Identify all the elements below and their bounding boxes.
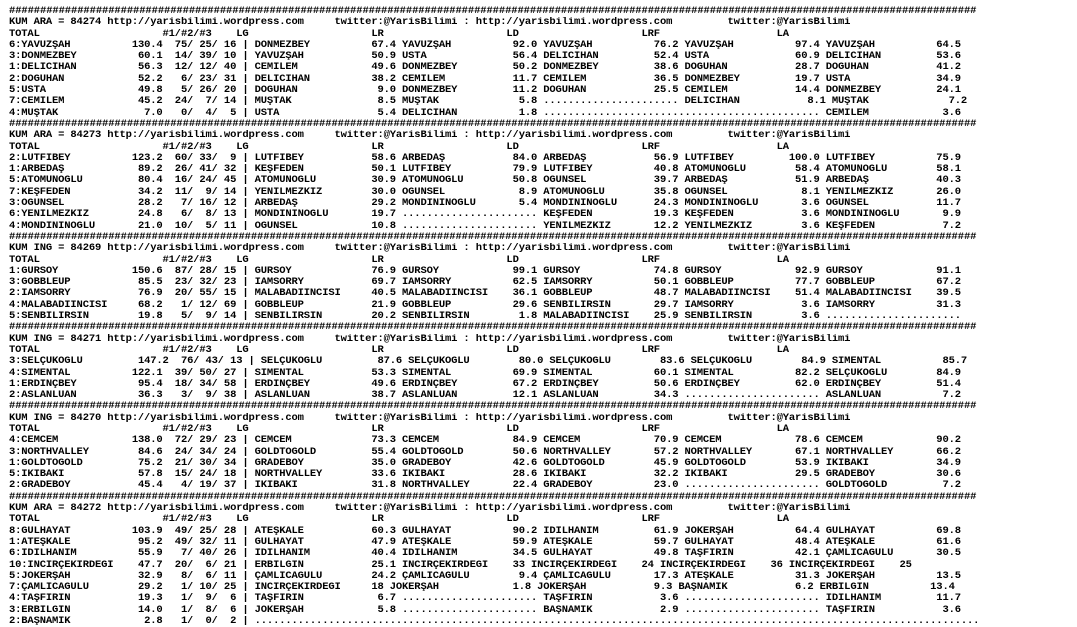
result-row: 3:SELÇUKOĞLU 147.2 76/ 43/ 13 | SELÇUKOĞLU 87.6 SELÇUKOĞLU 80.0 SELÇUKOĞLU 83.6 SELÇUKOĞLU 84.9 SİMENTAL 85.7 [9, 356, 968, 368]
column-header: TOTAL #1/#2/#3 LG LR LD LRF LA [9, 141, 789, 153]
result-row: 4:MUŞTAK 7.0 0/ 4/ 5 | USTA 5.4 DELİCİHAN 1.8 ............................................. CEMİLEM 3.6 [9, 107, 961, 119]
result-row: 5:USTA 49.8 5/ 26/ 20 | DOĞUHAN 9.0 DÖNMEZBEY 11.2 DOĞUHAN 25.5 CEMİLEM 14.4 DÖNMEZBEY 24.1 [9, 85, 961, 97]
result-row: 1:ATEŞKALE 95.2 49/ 32/ 11 | GÜLHAYAT 47.9 ATEŞKALE 59.9 ATEŞKALE 59.7 GÜLHAYAT 48.4 ATEŞKALE 61.6 [9, 536, 961, 548]
race-block-84269 [9, 232, 1071, 322]
race-block-84273 [9, 119, 1071, 232]
result-row: 4:MALABADİİNCİSİ 68.2 1/ 12/ 69 | GOBBLEUP 21.9 GOBBLEUP 29.6 SENBİLİRSİN 29.7 IAMSORRY 3.6 IAMSORRY 31.3 [9, 299, 961, 311]
separator-line: ############################################################################################################################################################ [9, 6, 977, 17]
result-row: 4:MONDİNİNOĞLU 21.0 10/ 5/ 11 | ÖĞÜNSEL 10.8 ...................... YENİLMEZKIZ 12.2 YENİLMEZKIZ 3.6 KEŞFEDEN 7.2 [9, 220, 961, 232]
separator-line: ############################################################################################################################################################ [9, 118, 977, 130]
result-row: 2:LÜTFİBEY 123.2 60/ 33/ 9 | LÜTFİBEY 58.6 ARBEDAŞ 84.0 ARBEDAŞ 56.9 LÜTFİBEY 100.0 LÜTFİBEY 75.9 [9, 152, 961, 164]
result-row: 2:ASLANLUAN 36.3 3/ 9/ 38 | ASLANLUAN 38.7 ASLANLUAN 12.1 ASLANLUAN 34.3 ...................... ASLANLUAN 7.2 [9, 390, 961, 402]
result-row: 5:ATOMUNOĞLU 80.4 16/ 24/ 45 | ATOMUNOĞLU 30.9 ATOMUNOĞLU 50.8 ÖĞÜNSEL 39.7 ARBEDAŞ 51.9 ARBEDAŞ 40.3 [9, 175, 961, 187]
result-row: 1:ARBEDAŞ 89.2 26/ 41/ 32 | KEŞFEDEN 50.1 LÜTFİBEY 79.9 LÜTFİBEY 40.8 ATOMUNOĞLU 58.4 ATOMUNOĞLU 58.1 [9, 164, 961, 176]
result-row: 7:CEMİLEM 45.2 24/ 7/ 14 | MUŞTAK 8.5 MUŞTAK 5.8 ...................... DELİCİHAN 8.1 MUŞTAK 7.2 [9, 96, 968, 108]
race-block-84272 [9, 492, 1071, 627]
separator-line: ############################################################################################################################################################ [9, 322, 977, 334]
race-block-84270 [9, 401, 1071, 491]
result-row: 5:SENBİLİRSİN 19.8 5/ 9/ 14 | SENBİLİRSİN 20.2 SENBİLİRSİN 1.8 MALABADİİNCİSİ 25.9 SENBİLİRSİN 3.6 ...................... [9, 311, 961, 323]
column-header: TOTAL #1/#2/#3 LG LR LD LRF LA [9, 254, 789, 266]
result-row: 3:DÖNMEZBEY 60.1 14/ 39/ 10 | YAVUZŞAH 50.9 USTA 56.4 DELİCİHAN 52.4 USTA 60.9 DELİCİHAN 53.6 [9, 51, 961, 63]
report-document [9, 6, 1071, 627]
result-row: 6:YENİLMEZKIZ 24.8 6/ 8/ 13 | MONDİNİNOĞLU 19.7 ...................... KEŞFEDEN 19.3 KEŞFEDEN 3.6 MONDİNİNOĞLU 9.9 [9, 209, 961, 221]
race-header: KUM ARA = 84272 http://yarisbilimi.wordpress.com twitter:@YarisBilimi : http://yarisbilimi.wordpress.com twitter:@YarisBilimi [9, 503, 851, 515]
race-header: KUM ING = 84271 http://yarisbilimi.wordpress.com twitter:@YarisBilimi : http://yarisbilimi.wordpress.com twitter:@YarisBilimi [9, 333, 851, 345]
result-row: 1:GÜRSOY 150.6 87/ 28/ 15 | GÜRSOY 76.9 GÜRSOY 99.1 GÜRSOY 74.8 GÜRSOY 92.9 GÜRSOY 91.1 [9, 265, 961, 277]
race-header: KUM ARA = 84273 http://yarisbilimi.wordpress.com twitter:@YarisBilimi : http://yarisbilimi.wordpress.com twitter:@YarisBilimi [9, 130, 851, 142]
result-row: 6:YAVUZŞAH 130.4 75/ 25/ 16 | DÖNMEZBEY 67.4 YAVUZŞAH 92.0 YAVUZŞAH 76.2 YAVUZŞAH 97.4 YAVUZŞAH 64.5 [9, 39, 961, 51]
column-header: TOTAL #1/#2/#3 LG LR LD LRF LA [9, 344, 789, 356]
result-row: 6:İDİLHANIM 55.9 7/ 40/ 26 | İDİLHANIM 40.4 İDİLHANIM 34.5 GÜLHAYAT 49.8 TAŞFIRIN 42.1 ÇAMLICAGÜLÜ 30.5 [9, 548, 961, 560]
result-row: 3:ÖĞÜNSEL 28.2 7/ 16/ 12 | ARBEDAŞ 29.2 MONDİNİNOĞLU 5.4 MONDİNİNOĞLU 24.3 MONDİNİNOĞLU 3.6 ÖĞÜNSEL 11.7 [9, 198, 961, 210]
result-row: 2:DOĞUHAN 52.2 6/ 23/ 31 | DELİCİHAN 38.2 CEMİLEM 11.7 CEMİLEM 36.5 DÖNMEZBEY 19.7 USTA 34.9 [9, 73, 961, 85]
column-header: TOTAL #1/#2/#3 LG LR LD LRF LA [9, 423, 789, 435]
result-row: 5:JOKERŞAH 32.9 8/ 6/ 11 | ÇAMLICAGÜLÜ 24.2 ÇAMLICAGÜLÜ 9.4 ÇAMLICAGÜLÜ 17.3 ATEŞKALE 31.3 JOKERŞAH 13.5 [9, 570, 961, 582]
result-row: 3:NORTHVALLEY 84.6 24/ 34/ 24 | GOLDTOGOLD 55.4 GOLDTOGOLD 50.6 NORTHVALLEY 57.2 NORTHVALLEY 67.1 NORTHVALLEY 66.2 [9, 446, 961, 458]
result-row: 1:GOLDTOGOLD 75.2 21/ 30/ 34 | GRADEBOY 35.0 GRADEBOY 42.6 GOLDTOGOLD 45.9 GOLDTOGOLD 53.9 İKİBAKİ 34.9 [9, 457, 961, 469]
result-row: 4:CEMCEM 138.0 72/ 29/ 23 | CEMCEM 73.3 CEMCEM 84.9 CEMCEM 70.9 CEMCEM 78.6 CEMCEM 90.2 [9, 435, 961, 447]
result-row: 1:ERDİNÇBEY 95.4 18/ 34/ 58 | ERDİNÇBEY 49.6 ERDİNÇBEY 67.2 ERDİNÇBEY 50.6 ERDİNÇBEY 62.0 ERDİNÇBEY 51.4 [9, 378, 961, 390]
separator-line: ############################################################################################################################################################ [9, 491, 977, 503]
race-block-84274 [9, 6, 1071, 119]
column-header: TOTAL #1/#2/#3 LG LR LD LRF LA [9, 28, 789, 40]
result-row: 2:GRADEBOY 45.4 4/ 19/ 37 | İKİBAKİ 31.8 NORTHVALLEY 22.4 GRADEBOY 23.0 ...................... GOLDTOGOLD 7.2 [9, 480, 961, 492]
result-row: 3:ERBİLGİN 14.0 1/ 8/ 6 | JOKERŞAH 5.8 ...................... BAŞNAMIK 2.9 ...................... TAŞFIRIN 3.6 [9, 604, 961, 616]
column-header: TOTAL #1/#2/#3 LG LR LD LRF LA [9, 514, 789, 526]
result-row: 8:GÜLHAYAT 103.9 49/ 25/ 28 | ATEŞKALE 60.3 GÜLHAYAT 90.2 İDİLHANIM 61.9 JOKERŞAH 64.4 GÜLHAYAT 69.8 [9, 525, 961, 537]
race-header: KUM ING = 84270 http://yarisbilimi.wordpress.com twitter:@YarisBilimi : http://yarisbilimi.wordpress.com twitter:@YarisBilimi [9, 412, 851, 424]
result-row: 1:DELİCİHAN 56.3 12/ 12/ 40 | CEMİLEM 49.6 DÖNMEZBEY 50.2 DÖNMEZBEY 38.6 DOĞUHAN 28.7 DOĞUHAN 41.2 [9, 62, 961, 74]
race-header: KUM ARA = 84274 http://yarisbilimi.wordpress.com twitter:@YarisBilimi : http://yarisbilimi.wordpress.com twitter:@YarisBilimi [9, 17, 851, 29]
result-row: 7:ÇAMLICAGÜLÜ 29.2 1/ 10/ 25 | İNCİRÇEKİRDEĞİ 18 JOKERŞAH 1.8 JOKERŞAH 9.3 BAŞNAMIK 6.2 ERBİLGİN 13.4 [9, 582, 955, 594]
separator-line: ############################################################################################################################################################ [9, 401, 977, 413]
race-block-84271 [9, 322, 1071, 401]
result-row: 7:KEŞFEDEN 34.2 11/ 9/ 14 | YENİLMEZKIZ 30.0 ÖĞÜNSEL 8.9 ATOMUNOĞLU 35.8 ÖĞÜNSEL 8.1 YENİLMEZKIZ 26.0 [9, 186, 961, 198]
result-row: 2:BAŞNAMIK 2.8 1/ 0/ 2 | ...................................................................................................................... [9, 616, 980, 627]
result-row: 4:SİMENTAL 122.1 39/ 50/ 27 | SİMENTAL 53.3 SİMENTAL 69.9 SİMENTAL 60.1 SİMENTAL 82.2 SELÇUKOĞLU 84.9 [9, 367, 961, 379]
result-row: 3:GOBBLEUP 85.5 23/ 32/ 23 | IAMSORRY 69.7 IAMSORRY 62.5 IAMSORRY 50.1 GOBBLEUP 77.7 GOBBLEUP 67.2 [9, 277, 961, 289]
result-row: 10:İNCİRÇEKİRDEĞİ 47.7 20/ 6/ 21 | ERBİLGİN 25.1 İNCİRÇEKİRDEĞİ 33 İNCİRÇEKİRDEĞİ 24 İNCİRÇEKİRDEĞİ 36 İNCİRÇEKİRDEĞİ 25 [9, 559, 912, 571]
race-header: KUM ING = 84269 http://yarisbilimi.wordpress.com twitter:@YarisBilimi : http://yarisbilimi.wordpress.com twitter:@YarisBilimi [9, 243, 851, 255]
result-row: 5:İKİBAKİ 57.8 15/ 24/ 18 | NORTHVALLEY 33.6 İKİBAKİ 28.6 İKİBAKİ 32.2 İKİBAKİ 29.5 GRADEBOY 30.6 [9, 469, 961, 481]
result-row: 2:IAMSORRY 76.9 20/ 55/ 15 | MALABADİİNCİSİ 40.5 MALABADİİNCİSİ 36.1 GOBBLEUP 48.7 MALABADİİNCİSİ 51.4 MALABADİİNCİSİ 39.5 [9, 288, 961, 300]
result-row: 4:TAŞFIRIN 19.3 1/ 9/ 6 | TAŞFIRIN 6.7 ...................... TAŞFIRIN 3.6 ...................... İDİLHANIM 11.7 [9, 593, 961, 605]
separator-line: ############################################################################################################################################################ [9, 231, 977, 243]
